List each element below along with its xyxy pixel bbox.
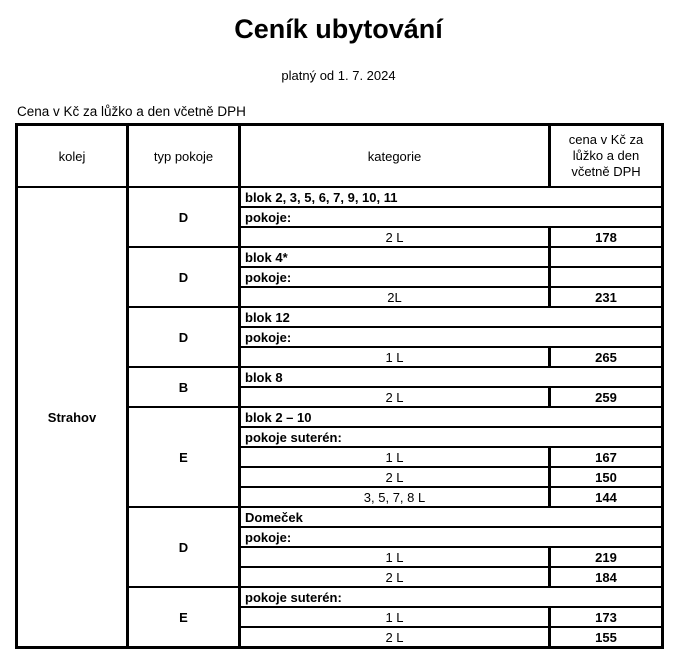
- category-value-cell: 2 L: [240, 627, 550, 648]
- category-label-cell: pokoje:: [240, 267, 550, 287]
- price-cell: 219: [550, 547, 663, 567]
- category-group-cell: Domeček: [240, 507, 663, 527]
- price-cell: 231: [550, 287, 663, 307]
- category-value-cell: 2 L: [240, 567, 550, 587]
- category-value-cell: 2L: [240, 287, 550, 307]
- effective-date: platný od 1. 7. 2024: [281, 68, 396, 83]
- price-cell: 178: [550, 227, 663, 247]
- price-cell: 173: [550, 607, 663, 627]
- category-value-cell: 1 L: [240, 547, 550, 567]
- empty-price-cell: [550, 267, 663, 287]
- category-value-cell: 1 L: [240, 347, 550, 367]
- room-type-cell: D: [128, 187, 240, 247]
- room-type-cell: D: [128, 507, 240, 587]
- category-value-cell: 1 L: [240, 607, 550, 627]
- category-value-cell: 1 L: [240, 447, 550, 467]
- room-type-cell: E: [128, 407, 240, 507]
- header-row: [17, 125, 663, 188]
- room-type-cell: E: [128, 587, 240, 648]
- category-value-cell: 3, 5, 7, 8 L: [240, 487, 550, 507]
- room-type-cell: D: [128, 307, 240, 367]
- column-header-typ-pokoje: typ pokoje: [128, 125, 240, 188]
- category-value-cell: 2 L: [240, 467, 550, 487]
- category-group-cell: blok 12: [240, 307, 663, 327]
- category-group-cell: pokoje:: [240, 527, 663, 547]
- category-label-cell: blok 4*: [240, 247, 550, 267]
- price-table: [15, 123, 664, 649]
- column-header-kategorie: kategorie: [240, 125, 550, 188]
- category-group-cell: blok 2 – 10: [240, 407, 663, 427]
- category-group-cell: pokoje suterén:: [240, 427, 663, 447]
- price-cell: 144: [550, 487, 663, 507]
- category-group-cell: pokoje:: [240, 207, 663, 227]
- column-header-kolej: kolej: [17, 125, 128, 188]
- category-group-cell: blok 2, 3, 5, 6, 7, 9, 10, 11: [240, 187, 663, 207]
- price-cell: 259: [550, 387, 663, 407]
- price-cell: 184: [550, 567, 663, 587]
- room-type-cell: B: [128, 367, 240, 407]
- empty-price-cell: [550, 247, 663, 267]
- kolej-cell: Strahov: [17, 187, 128, 648]
- category-value-cell: 2 L: [240, 387, 550, 407]
- price-cell: 265: [550, 347, 663, 367]
- page-title: Ceník ubytování: [234, 14, 443, 44]
- column-header-cena: cena v Kč za lůžko a den včetně DPH: [550, 125, 663, 188]
- price-cell: 150: [550, 467, 663, 487]
- price-cell: 167: [550, 447, 663, 467]
- room-type-cell: D: [128, 247, 240, 307]
- table-row: [17, 187, 663, 207]
- category-group-cell: blok 8: [240, 367, 663, 387]
- category-value-cell: 2 L: [240, 227, 550, 247]
- price-note: Cena v Kč za lůžko a den včetně DPH: [17, 104, 246, 119]
- price-cell: 155: [550, 627, 663, 648]
- category-group-cell: pokoje suterén:: [240, 587, 663, 607]
- category-group-cell: pokoje:: [240, 327, 663, 347]
